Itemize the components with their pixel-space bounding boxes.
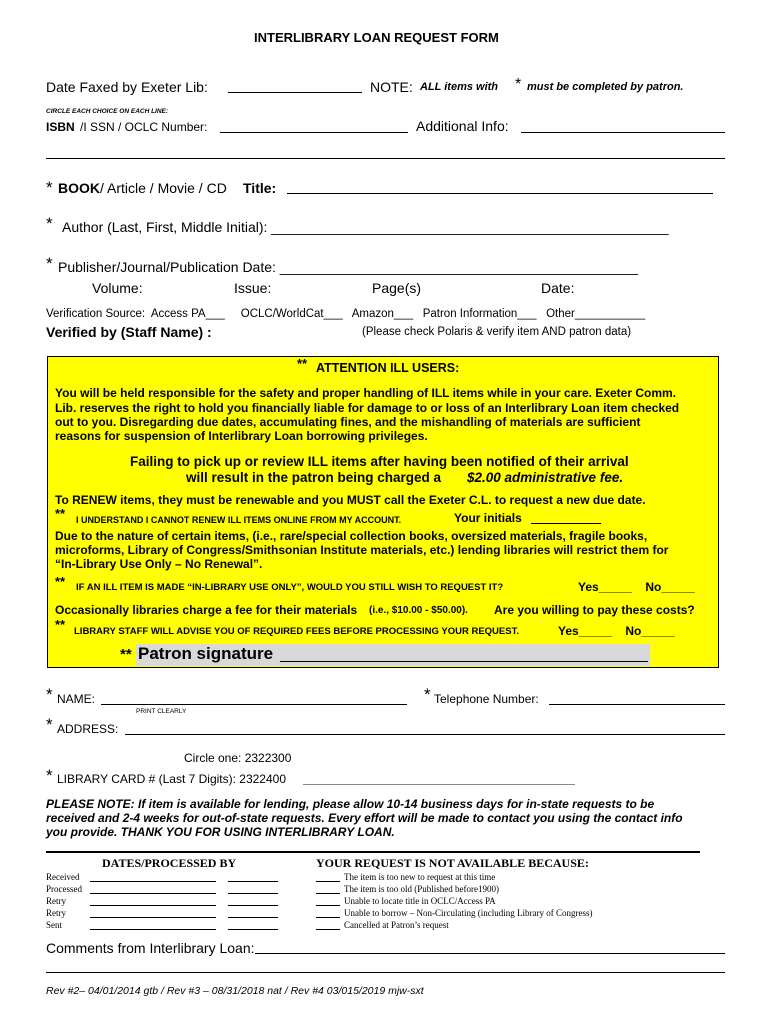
fee-line-a: Occasionally libraries charge a fee for their materials <box>55 603 358 617</box>
reason-checkbox[interactable] <box>316 905 340 906</box>
reason-cancelled: Cancelled at Patron’s request <box>344 920 449 930</box>
please-note-line2: received and 2-4 weeks for out-of-state requests. Every effort will be made to contact you using the contact info <box>46 811 683 825</box>
date-faxed-label: Date Faxed by Exeter Lib: <box>46 79 208 95</box>
telephone-label: Telephone Number: <box>434 692 539 706</box>
library-card-field[interactable] <box>303 784 575 785</box>
dates-row-retry: Retry <box>46 908 66 918</box>
dates-row-received: Received <box>46 872 80 882</box>
reason-non-circulating: Unable to borrow – Non-Circulating (including Library of Congress) <box>344 908 593 918</box>
failing-line1: Failing to pick up or review ILL items after having been notified of their arrival <box>130 454 629 469</box>
required-star: * <box>46 254 53 273</box>
attention-para1-line1: You will be held responsible for the safety and proper handling of ILL items while in your care. Exeter Comm. <box>55 386 677 400</box>
dates-processed-heading: DATES/PROCESSED BY <box>102 856 237 870</box>
note-text-b: must be completed by patron. <box>527 81 684 93</box>
author-field[interactable]: Author (Last, First, Middle Initial): ___________________________________________________ <box>62 219 669 235</box>
staff-field[interactable] <box>228 929 278 930</box>
title-field[interactable] <box>287 193 713 194</box>
double-star: ** <box>55 574 66 589</box>
staff-field[interactable] <box>228 905 278 906</box>
issn-oclc-label: /I SSN / OCLC Number: <box>80 120 208 134</box>
please-note-line1: PLEASE NOTE: If item is available for lending, please allow 10-14 business days for in-state requests to be <box>46 797 655 811</box>
staff-field[interactable] <box>228 893 278 894</box>
dates-row-retry: Retry <box>46 896 66 906</box>
pages-label: Page(s) <box>372 280 422 296</box>
note-text-a: ALL items with <box>420 81 499 93</box>
book-option[interactable]: BOOK <box>58 180 100 196</box>
reason-checkbox[interactable] <box>316 893 340 894</box>
telephone-field[interactable] <box>549 704 725 705</box>
fee-line-b: (i.e., $10.00 - $50.00). <box>369 605 468 616</box>
comments-field[interactable] <box>255 953 725 954</box>
failing-line2: will result in the patron being charged a <box>186 470 442 485</box>
comments-label: Comments from Interlibrary Loan: <box>46 940 255 956</box>
additional-info-field[interactable] <box>521 132 725 133</box>
staff-field[interactable] <box>228 881 278 882</box>
fee-line-c: Are you willing to pay these costs? <box>494 603 695 617</box>
address-field[interactable] <box>125 734 725 735</box>
name-field[interactable] <box>101 704 407 705</box>
date-faxed-field[interactable] <box>228 92 362 93</box>
date-field[interactable] <box>90 893 216 894</box>
isbn-label: ISBN <box>46 120 75 134</box>
required-star: * <box>515 76 522 93</box>
attention-para1-line2: Lib. reserves the right to hold you financially liable for damage to or loss of an Interlibrary Loan item checked <box>55 401 680 415</box>
nature-line1: Due to the nature of certain items, (i.e., rare/special collection books, oversized materials, fragile books, <box>55 529 648 543</box>
required-star: * <box>46 214 53 233</box>
date-field[interactable] <box>90 881 216 882</box>
form-title: INTERLIBRARY LOAN REQUEST FORM <box>254 30 499 45</box>
title-label: Title: <box>243 180 277 196</box>
revision-footer: Rev #2– 04/01/2014 gtb / Rev #3 – 08/31/2018 nat / Rev #4 03/015/2019 mjw-sxt <box>46 985 424 997</box>
verified-by-label: Verified by (Staff Name) : <box>46 324 212 340</box>
staff-advise-line: LIBRARY STAFF WILL ADVISE YOU OF REQUIRED FEES BEFORE PROCESSING YOUR REQUEST. <box>74 626 519 637</box>
required-star: * <box>46 715 53 734</box>
required-star: * <box>424 685 431 704</box>
nature-line3: “In-Library Use Only – No Renewal”. <box>55 557 263 571</box>
reason-unable-locate: Unable to locate title in OCLC/Access PA <box>344 896 496 906</box>
signature-label: Patron signature <box>138 644 274 663</box>
verification-source[interactable]: Verification Source: Access PA___ OCLC/WorldCat___ Amazon___ Patron Information___ Other___________ <box>46 308 646 320</box>
note-prefix: NOTE: <box>370 79 413 95</box>
failing-fee: $2.00 administrative fee. <box>467 470 624 485</box>
publisher-field[interactable]: Publisher/Journal/Publication Date: ______________________________________________ <box>58 259 638 275</box>
nature-line2: microforms, Library of Congress/Smithsonian Institute materials, etc.) lending libraries will restrict them for <box>55 543 669 557</box>
attention-para1-line4: reasons for suspension of Interlibrary Loan borrowing privileges. <box>55 429 428 443</box>
comments-field-line-2[interactable] <box>46 972 725 973</box>
date-field[interactable] <box>90 917 216 918</box>
reason-checkbox[interactable] <box>316 881 340 882</box>
reason-checkbox[interactable] <box>316 917 340 918</box>
fees-yes-no[interactable]: Yes_____ No_____ <box>558 624 675 638</box>
initials-label: Your initials <box>454 511 522 525</box>
name-label: NAME: <box>57 692 96 706</box>
required-star: * <box>46 178 53 197</box>
staff-field[interactable] <box>228 917 278 918</box>
double-star: ** <box>120 646 132 663</box>
required-star: * <box>46 685 53 704</box>
signature-field[interactable] <box>280 661 648 662</box>
volume-label: Volume: <box>92 280 143 296</box>
reason-checkbox[interactable] <box>316 929 340 930</box>
in-library-yes-no[interactable]: Yes_____ No_____ <box>578 580 695 594</box>
reason-too-old: The item is too old (Published before1900) <box>344 884 499 894</box>
attention-heading: ATTENTION ILL USERS: <box>316 361 460 375</box>
reason-too-new: The item is too new to request at this time <box>344 872 496 882</box>
dates-row-processed: Processed <box>46 884 82 894</box>
library-card-label: LIBRARY CARD # (Last 7 Digits): 2322400 <box>57 772 287 786</box>
date-label: Date: <box>541 280 575 296</box>
dates-row-sent: Sent <box>46 920 63 930</box>
additional-info-label: Additional Info: <box>416 118 509 134</box>
double-star: ** <box>55 506 66 521</box>
circle-one[interactable]: Circle one: 2322300 <box>184 751 292 765</box>
issue-label: Issue: <box>234 280 272 296</box>
isbn-field[interactable] <box>220 132 408 133</box>
understand-line: I UNDERSTAND I CANNOT RENEW ILL ITEMS ONLINE FROM MY ACCOUNT. <box>76 515 402 525</box>
additional-info-line-2[interactable] <box>46 158 725 159</box>
circle-instruction: CIRCLE EACH CHOICE ON EACH LINE: <box>46 108 169 115</box>
renew-line: To RENEW items, they must be renewable and you MUST call the Exeter C.L. to request a new due date. <box>55 493 646 507</box>
please-note-line3: you provide. THANK YOU FOR USING INTERLIBRARY LOAN. <box>46 825 395 839</box>
section-divider <box>46 851 700 853</box>
format-options[interactable]: / Article / Movie / CD <box>100 180 227 196</box>
address-label: ADDRESS: <box>57 722 119 736</box>
initials-field[interactable] <box>531 523 601 524</box>
date-field[interactable] <box>90 929 216 930</box>
double-star: ** <box>297 356 308 371</box>
required-star: * <box>46 766 53 785</box>
attention-para1-line3: out to you. Disregarding due dates, accumulating fines, and the mishandling of materials are sufficient <box>55 415 641 429</box>
print-clearly-note: PRINT CLEARLY <box>136 708 187 715</box>
double-star: ** <box>55 617 66 632</box>
in-library-line: IF AN ILL ITEM IS MADE “IN-LIBRARY USE ONLY”, WOULD YOU STILL WISH TO REQUEST IT? <box>76 582 504 593</box>
not-available-heading: YOUR REQUEST IS NOT AVAILABLE BECAUSE: <box>316 856 589 870</box>
date-field[interactable] <box>90 905 216 906</box>
polaris-note: (Please check Polaris & verify item AND patron data) <box>362 326 632 338</box>
